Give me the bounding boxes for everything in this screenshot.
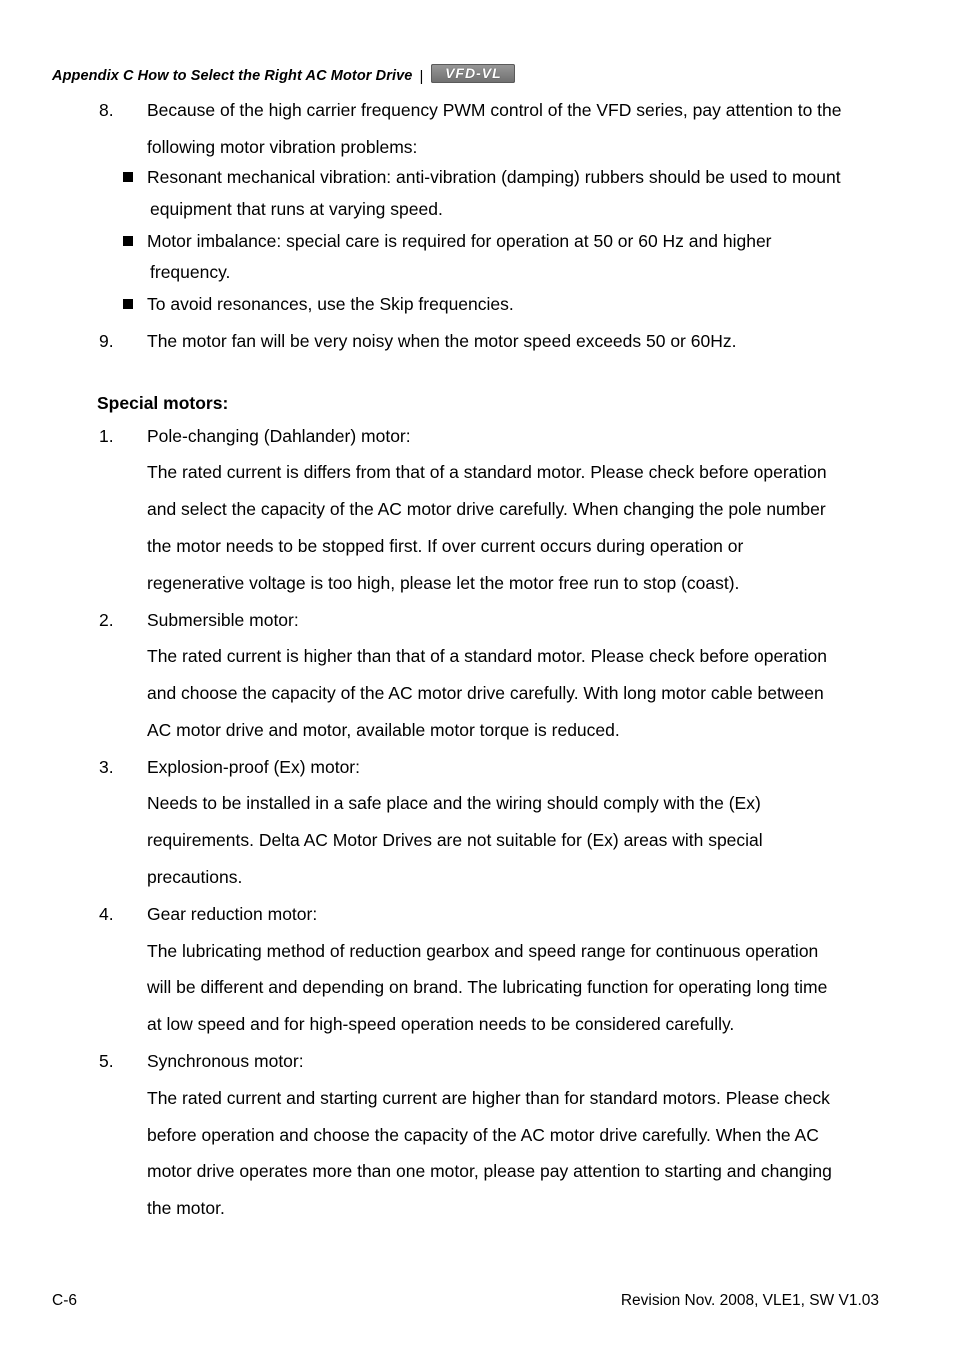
item-text: Because of the high carrier frequency PWM control of the VFD series, pay attention to the <box>147 100 842 120</box>
motor-text: before operation and choose the capacity of the AC motor drive carefully. When the AC <box>147 1125 819 1145</box>
motor-text: requirements. Delta AC Motor Drives are not suitable for (Ex) areas with special <box>147 830 763 850</box>
motor-title: Synchronous motor: <box>147 1051 304 1071</box>
bullet-text: Resonant mechanical vibration: anti-vibration (damping) rubbers should be used to mount <box>147 167 841 187</box>
motor-text: and select the capacity of the AC motor drive carefully. When changing the pole number <box>147 499 826 519</box>
motor-text: The lubricating method of reduction gearbox and speed range for continuous operation <box>147 941 819 961</box>
bullet-text: To avoid resonances, use the Skip frequencies. <box>147 294 514 314</box>
motor-title: Explosion-proof (Ex) motor: <box>147 757 360 777</box>
motor-number: 4. <box>99 904 114 924</box>
motor-number: 5. <box>99 1051 114 1071</box>
motor-text: Needs to be installed in a safe place and the wiring should comply with the (Ex) <box>147 793 761 813</box>
header-title: Appendix C How to Select the Right AC Motor Drive <box>52 68 413 84</box>
motor-text: precautions. <box>147 867 243 887</box>
motor-title: Pole-changing (Dahlander) motor: <box>147 426 411 446</box>
item-number: 9. <box>99 331 114 351</box>
motor-text: regenerative voltage is too high, please let the motor free run to stop (coast). <box>147 573 740 593</box>
motor-text: and choose the capacity of the AC motor drive carefully. With long motor cable between <box>147 683 824 703</box>
motor-number: 3. <box>99 757 114 777</box>
square-bullet-icon <box>123 299 133 309</box>
vfd-vl-logo <box>431 64 515 83</box>
motor-text: the motor needs to be stopped first. If over current occurs during operation or <box>147 536 744 556</box>
motor-text: The rated current is differs from that of a standard motor. Please check before operation <box>147 462 827 482</box>
motor-text: AC motor drive and motor, available motor torque is reduced. <box>147 720 620 740</box>
motor-text: The rated current is higher than that of a standard motor. Please check before operation <box>147 646 827 666</box>
motor-number: 1. <box>99 426 114 446</box>
motor-text: at low speed and for high-speed operation needs to be considered carefully. <box>147 1014 735 1034</box>
motor-text: the motor. <box>147 1198 225 1218</box>
motor-text: will be different and depending on brand. The lubricating function for operating long time <box>147 977 828 997</box>
revision-info: Revision Nov. 2008, VLE1, SW V1.03 <box>620 1292 879 1309</box>
square-bullet-icon <box>123 172 133 182</box>
item-number: 8. <box>99 100 114 120</box>
motor-title: Gear reduction motor: <box>147 904 318 924</box>
bullet-text: equipment that runs at varying speed. <box>150 199 443 219</box>
item-text: The motor fan will be very noisy when the motor speed exceeds 50 or 60Hz. <box>147 331 737 351</box>
motor-text: The rated current and starting current are higher than for standard motors. Please check <box>147 1088 830 1108</box>
item-text: following motor vibration problems: <box>147 137 418 157</box>
bullet-text: frequency. <box>150 262 231 282</box>
page-header <box>52 64 515 88</box>
square-bullet-icon <box>123 236 133 246</box>
logo-text: VFD-VL <box>445 65 502 81</box>
page-number: C-6 <box>52 1292 77 1309</box>
bullet-text: Motor imbalance: special care is required for operation at 50 or 60 Hz and higher <box>147 231 772 251</box>
motor-title: Submersible motor: <box>147 610 299 630</box>
motor-text: motor drive operates more than one motor, please pay attention to starting and changing <box>147 1161 832 1181</box>
section-title: Special motors: <box>97 393 229 413</box>
header-separator: | <box>419 67 424 85</box>
motor-number: 2. <box>99 610 114 630</box>
